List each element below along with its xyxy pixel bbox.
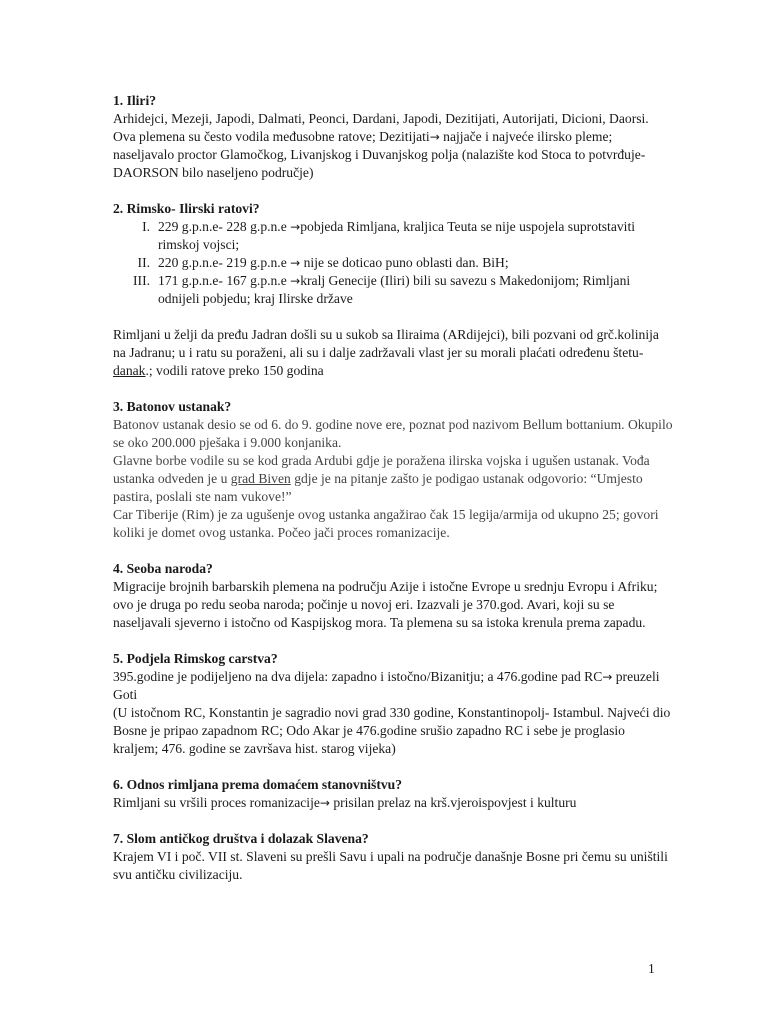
section-iliri — [113, 92, 673, 182]
right-arrow-icon: → — [429, 130, 440, 144]
section-rimljani-jadran — [113, 326, 673, 380]
paragraph-podjela-1: 395.godine je podijeljeno na dva dijela: zapadno i istočno/Bizanitju; a 476.godine pad RC→ preuzeli Goti — [113, 669, 660, 702]
heading-iliri: 1. Iliri? — [113, 93, 157, 108]
paragraph-rimljani: Rimljani u želji da pređu Jadran došli su u sukob sa Iliraima (ARdijejci), bili pozvani od grč.kolinija na Jadranu; u i ratu su poraženi, ali su i dalje zadržavali vlast jer su morali plaćati određenu štetu- danak.; vodili ratove preko 150 godina — [113, 327, 659, 378]
paragraph-slom: Krajem VI i poč. VII st. Slaveni su prešli Savu i upali na područje današnje Bosne pri čemu su uništili svu antičku civilizaciju. — [113, 849, 668, 882]
list-item: III. 171 g.p.n.e- 167 g.p.n.e →kralj Genecije (Iliri) bili su savezu s Makedonijom; Rimljani odnijeli pobjedu; kraj Ilirske države — [133, 273, 631, 306]
section-batonov-ustanak — [113, 398, 673, 542]
section-rimsko-ilirski-ratovi — [113, 200, 673, 308]
right-arrow-icon: → — [290, 256, 301, 270]
page-number: 1 — [648, 961, 655, 976]
right-arrow-icon: → — [602, 670, 613, 684]
list-item: I. 229 g.p.n.e- 228 g.p.n.e →pobjeda Rimljana, kraljica Teuta se nije uspojela suprotstaviti rimskoj vojsci; — [142, 219, 635, 252]
heading-batonov: 3. Batonov ustanak? — [113, 399, 232, 414]
paragraph-batonov-3: Car Tiberije (Rim) je za ugušenje ovog ustanka angažirao čak 15 legija/armija od ukupno 25; govori koliki je domet ovog ustanka. Počeo jači proces romanizacije. — [113, 507, 659, 540]
heading-slom: 7. Slom antičkog društva i dolazak Slavena? — [113, 831, 369, 846]
right-arrow-icon: → — [290, 274, 301, 288]
heading-podjela: 5. Podjela Rimskog carstva? — [113, 651, 278, 666]
heading-ratovi: 2. Rimsko- Ilirski ratovi? — [113, 201, 260, 216]
section-slom-antickog — [113, 830, 673, 884]
list-item: II. 220 g.p.n.e- 219 g.p.n.e → nije se doticao puno oblasti dan. BiH; — [137, 255, 509, 270]
underlined-term: danak — [113, 363, 146, 378]
paragraph-tribes: Arhidejci, Mezeji, Japodi, Dalmati, Peonci, Dardani, Japodi, Dezitijati, Autorijati, Dicioni, Daorsi. — [113, 111, 649, 126]
section-seoba-naroda — [113, 560, 673, 632]
underlined-term: grad Biven — [230, 471, 291, 486]
document-page — [113, 92, 673, 902]
paragraph-seoba: Migracije brojnih barbarskih plemena na području Azije i istočne Evrope u srednju Evropu i Afriku; ovo je druga po redu seoba naroda; počinje u novoj eri. Izazvali je 370.god. Avari, koji su se naseljavali sjeverno i istočno od Kaspijskog mora. Ta plemena su sa istoka krenula prema zapadu. — [113, 579, 658, 630]
wars-list — [113, 218, 673, 308]
section-odnos-rimljana — [113, 776, 673, 812]
section-podjela-carstva — [113, 650, 673, 758]
heading-seoba: 4. Seoba naroda? — [113, 561, 213, 576]
right-arrow-icon: → — [290, 220, 301, 234]
paragraph-dezitijati: Ova plemena su često vodila međusobne ratove; Dezitijati→ najjače i najveće ilirsko pleme; naseljavalo proctor Glamočkog, Livanjskog i Duvanjskog polja (nalazište kod Stoca to potvrđuje- DAORSON bilo naseljeno područje) — [113, 129, 646, 180]
heading-odnos: 6. Odnos rimljana prema domaćem stanovništvu? — [113, 777, 403, 792]
paragraph-batonov-2: Glavne borbe vodile su se kod grada Ardubi gdje je poražena ilirska vojska i ugušen ustanak. Vođa ustanka odveden je u grad Biven gdje je na pitanje zašto je podigao ustanak odgovorio: “Umjesto pastira, poslali ste nam vukove!” — [113, 453, 650, 504]
right-arrow-icon: → — [319, 796, 330, 810]
paragraph-podjela-2: (U istočnom RC, Konstantin je sagradio novi grad 330 godine, Konstantinopolj- Istambul. Najveći dio Bosne je pripao zapadnom RC; Odo Akar je 476.godine srušio zapadno RC i sebe je proglasio kraljem; 476. godine se završava hist. starog vijeka) — [113, 705, 671, 756]
paragraph-odnos: Rimljani su vršili proces romanizacije→ prisilan prelaz na krš.vjeroispovjest i kulturu — [113, 795, 577, 810]
paragraph-batonov-1: Batonov ustanak desio se od 6. do 9. godine nove ere, poznat pod nazivom Bellum bottanium. Okupilo se oko 200.000 pješaka i 9.000 konjanika. — [113, 417, 673, 450]
